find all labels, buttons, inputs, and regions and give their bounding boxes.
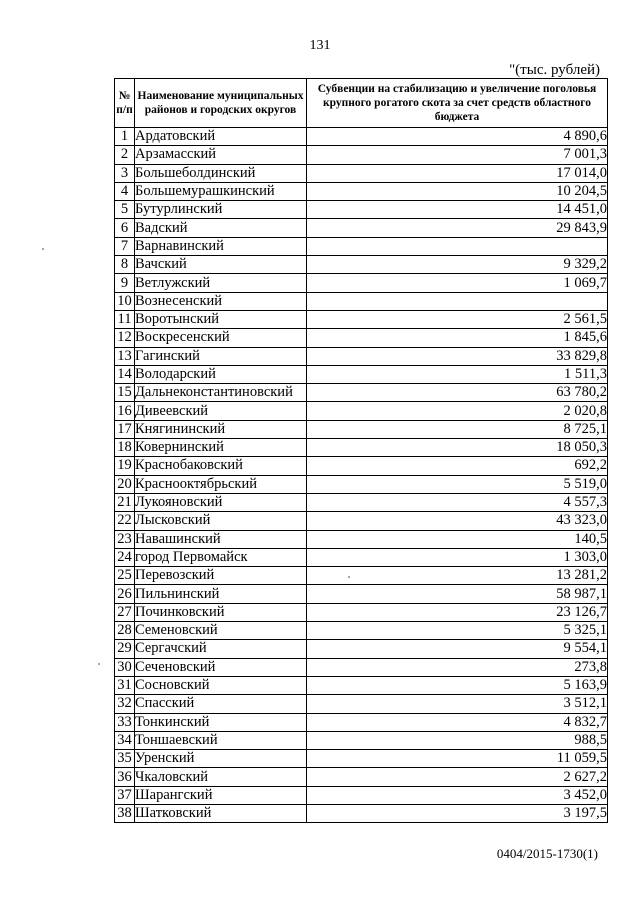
subvention-value: 8 725,1	[307, 420, 608, 438]
row-number: 32	[115, 695, 135, 713]
subvention-value: 17 014,0	[307, 164, 608, 182]
district-name: Княгининский	[135, 420, 307, 438]
row-number: 3	[115, 164, 135, 182]
district-name: Вадский	[135, 219, 307, 237]
subvention-value: 11 059,5	[307, 750, 608, 768]
district-name: Арзамасский	[135, 146, 307, 164]
row-number: 19	[115, 457, 135, 475]
row-number: 11	[115, 310, 135, 328]
row-number: 38	[115, 804, 135, 822]
document-code: 0404/2015-1730(1)	[496, 846, 598, 861]
table-row	[115, 402, 608, 420]
district-name: Вознесенский	[135, 292, 307, 310]
table-row	[115, 622, 608, 640]
scan-speck	[42, 248, 44, 250]
district-name: Чкаловский	[135, 768, 307, 786]
subvention-value: 4 557,3	[307, 493, 608, 511]
scan-speck	[348, 576, 350, 578]
table-row	[115, 237, 608, 255]
row-number: 20	[115, 475, 135, 493]
district-name: Починковский	[135, 603, 307, 621]
row-number: 10	[115, 292, 135, 310]
district-name: Большемурашкинский	[135, 182, 307, 200]
table-row	[115, 329, 608, 347]
row-number: 35	[115, 750, 135, 768]
row-number: 18	[115, 439, 135, 457]
subvention-value	[307, 237, 608, 255]
subvention-value: 140,5	[307, 530, 608, 548]
table-row	[115, 786, 608, 804]
district-name: Навашинский	[135, 530, 307, 548]
row-number: 7	[115, 237, 135, 255]
table-row	[115, 365, 608, 383]
row-number: 27	[115, 603, 135, 621]
district-name: Шарангский	[135, 786, 307, 804]
table-row	[115, 475, 608, 493]
subvention-value: 5 325,1	[307, 622, 608, 640]
district-name: Краснооктябрьский	[135, 475, 307, 493]
subvention-value: 3 512,1	[307, 695, 608, 713]
table-row	[115, 201, 608, 219]
row-number: 23	[115, 530, 135, 548]
row-number: 16	[115, 402, 135, 420]
table-row	[115, 768, 608, 786]
row-number: 26	[115, 585, 135, 603]
subvention-value: 29 843,9	[307, 219, 608, 237]
district-name: Дальнеконстантиновский	[135, 384, 307, 402]
row-number: 24	[115, 548, 135, 566]
table-row	[115, 439, 608, 457]
district-name: Бутурлинский	[135, 201, 307, 219]
subvention-value	[307, 292, 608, 310]
subvention-value: 63 780,2	[307, 384, 608, 402]
district-name: Ковернинский	[135, 439, 307, 457]
district-name: Шатковский	[135, 804, 307, 822]
header-name: Наименование муниципальных районов и городских округов	[135, 79, 307, 128]
subvention-value: 3 197,5	[307, 804, 608, 822]
table-row	[115, 182, 608, 200]
subvention-value: 1 303,0	[307, 548, 608, 566]
district-name: Пильнинский	[135, 585, 307, 603]
row-number: 21	[115, 493, 135, 511]
table-row	[115, 567, 608, 585]
subvention-value: 4 832,7	[307, 713, 608, 731]
district-name: город Первомайск	[135, 548, 307, 566]
table-row	[115, 804, 608, 822]
district-name: Сергачский	[135, 640, 307, 658]
district-name: Воротынский	[135, 310, 307, 328]
scan-speck	[98, 663, 100, 665]
district-name: Ветлужский	[135, 274, 307, 292]
row-number: 5	[115, 201, 135, 219]
subvention-value: 13 281,2	[307, 567, 608, 585]
row-number: 8	[115, 256, 135, 274]
units-label: "(тыс. рублей)	[509, 62, 600, 78]
table-row	[115, 292, 608, 310]
subvention-value: 3 452,0	[307, 786, 608, 804]
subvention-value: 7 001,3	[307, 146, 608, 164]
table-row	[115, 512, 608, 530]
table-row	[115, 658, 608, 676]
district-name: Вачский	[135, 256, 307, 274]
district-name: Большеболдинский	[135, 164, 307, 182]
row-number: 25	[115, 567, 135, 585]
row-number: 4	[115, 182, 135, 200]
district-name: Уренский	[135, 750, 307, 768]
district-name: Тоншаевский	[135, 731, 307, 749]
subvention-value: 9 554,1	[307, 640, 608, 658]
subvention-value: 33 829,8	[307, 347, 608, 365]
district-name: Краснобаковский	[135, 457, 307, 475]
row-number: 12	[115, 329, 135, 347]
subvention-value: 692,2	[307, 457, 608, 475]
table-row	[115, 530, 608, 548]
table-row	[115, 219, 608, 237]
subvention-value: 18 050,3	[307, 439, 608, 457]
row-number: 31	[115, 676, 135, 694]
subvention-value: 2 020,8	[307, 402, 608, 420]
table-row	[115, 585, 608, 603]
row-number: 15	[115, 384, 135, 402]
district-name: Лысковский	[135, 512, 307, 530]
subvention-value: 43 323,0	[307, 512, 608, 530]
table-row	[115, 750, 608, 768]
row-number: 17	[115, 420, 135, 438]
district-name: Спасский	[135, 695, 307, 713]
district-name: Ардатовский	[135, 128, 307, 146]
subvention-value: 1 845,6	[307, 329, 608, 347]
table-row	[115, 493, 608, 511]
table-row	[115, 164, 608, 182]
subvention-value: 58 987,1	[307, 585, 608, 603]
row-number: 28	[115, 622, 135, 640]
table-row	[115, 146, 608, 164]
row-number: 34	[115, 731, 135, 749]
row-number: 13	[115, 347, 135, 365]
table-row	[115, 256, 608, 274]
subvention-value: 10 204,5	[307, 182, 608, 200]
subvention-value: 4 890,6	[307, 128, 608, 146]
header-num: № п/п	[115, 79, 135, 128]
row-number: 29	[115, 640, 135, 658]
row-number: 30	[115, 658, 135, 676]
table-header-row	[115, 79, 608, 128]
table-row	[115, 640, 608, 658]
table-row	[115, 128, 608, 146]
subvention-value: 14 451,0	[307, 201, 608, 219]
district-name: Гагинский	[135, 347, 307, 365]
row-number: 22	[115, 512, 135, 530]
table-row	[115, 548, 608, 566]
subvention-value: 9 329,2	[307, 256, 608, 274]
district-name: Семеновский	[135, 622, 307, 640]
district-name: Сеченовский	[135, 658, 307, 676]
subvention-value: 2 627,2	[307, 768, 608, 786]
table-row	[115, 603, 608, 621]
row-number: 2	[115, 146, 135, 164]
row-number: 37	[115, 786, 135, 804]
table-body	[115, 128, 608, 823]
row-number: 36	[115, 768, 135, 786]
table-row	[115, 347, 608, 365]
subvention-value: 5 163,9	[307, 676, 608, 694]
district-name: Лукояновский	[135, 493, 307, 511]
table-row	[115, 731, 608, 749]
subvention-value: 23 126,7	[307, 603, 608, 621]
district-name: Володарский	[135, 365, 307, 383]
table-row	[115, 274, 608, 292]
row-number: 9	[115, 274, 135, 292]
table-row	[115, 695, 608, 713]
table-row	[115, 676, 608, 694]
table-row	[115, 457, 608, 475]
district-name: Дивеевский	[135, 402, 307, 420]
district-name: Варнавинский	[135, 237, 307, 255]
subvention-value: 5 519,0	[307, 475, 608, 493]
row-number: 6	[115, 219, 135, 237]
header-value: Субвенции на стабилизацию и увеличение поголовья крупного рогатого скота за счет средств областного бюджета	[307, 79, 608, 128]
table-row	[115, 384, 608, 402]
table-row	[115, 713, 608, 731]
district-name: Перевозский	[135, 567, 307, 585]
district-name: Воскресенский	[135, 329, 307, 347]
subvention-value: 2 561,5	[307, 310, 608, 328]
table-row	[115, 420, 608, 438]
subvention-value: 1 511,3	[307, 365, 608, 383]
page-number: 131	[309, 38, 331, 53]
subvention-value: 273,8	[307, 658, 608, 676]
row-number: 1	[115, 128, 135, 146]
row-number: 33	[115, 713, 135, 731]
subvention-value: 1 069,7	[307, 274, 608, 292]
district-name: Сосновский	[135, 676, 307, 694]
row-number: 14	[115, 365, 135, 383]
subvention-table	[114, 78, 608, 823]
subvention-value: 988,5	[307, 731, 608, 749]
table-row	[115, 310, 608, 328]
district-name: Тонкинский	[135, 713, 307, 731]
